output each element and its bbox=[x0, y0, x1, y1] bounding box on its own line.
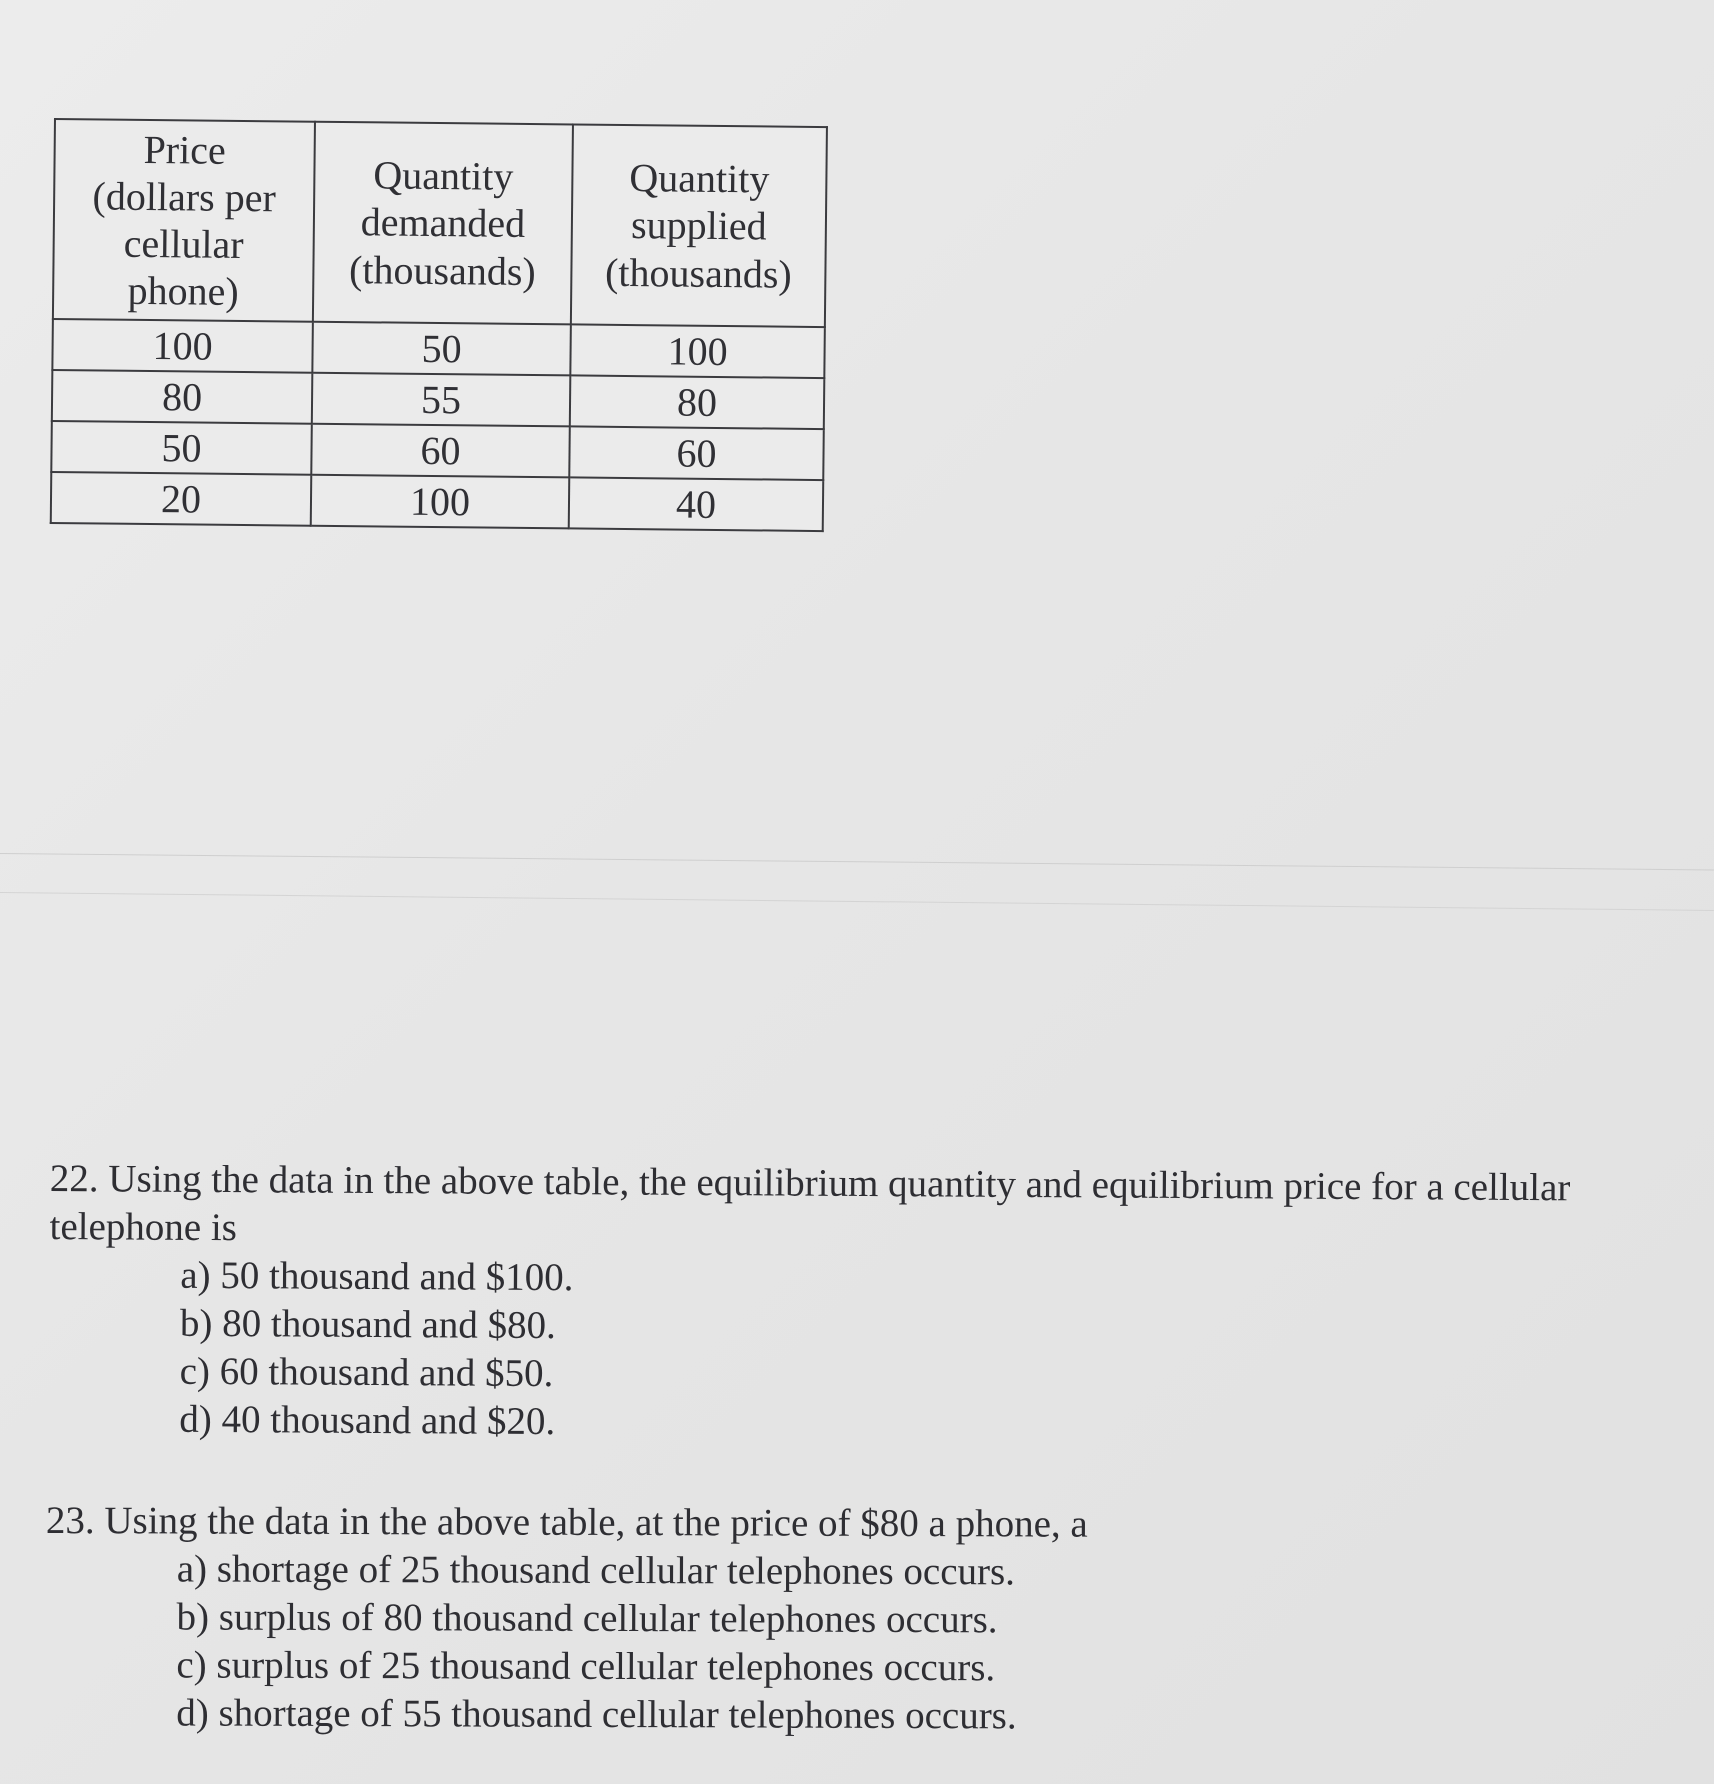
cell-quantity-supplied: 40 bbox=[569, 477, 824, 531]
header-quantity-demanded bbox=[313, 122, 573, 325]
header-qs-line: Quantity bbox=[629, 155, 770, 202]
cell-quantity-supplied: 100 bbox=[570, 324, 825, 378]
table-row bbox=[52, 319, 824, 378]
table-header-row bbox=[53, 119, 827, 327]
answer-option-b: b) surplus of 80 thousand cellular telephones occurs. bbox=[176, 1595, 998, 1642]
header-price-line: cellular bbox=[123, 220, 244, 267]
question-stem: 23. Using the data in the above table, at the price of $80 a phone, a bbox=[45, 1499, 1088, 1546]
cell-quantity-supplied: 80 bbox=[570, 375, 825, 429]
cell-quantity-supplied: 60 bbox=[569, 426, 824, 480]
answer-option-d: d) 40 thousand and $20. bbox=[179, 1397, 556, 1444]
page-divider bbox=[0, 892, 1714, 911]
header-price-line: Price bbox=[143, 126, 227, 173]
cell-quantity-demanded: 50 bbox=[312, 322, 571, 376]
page-divider bbox=[0, 853, 1714, 870]
header-qd-line: demanded bbox=[360, 199, 526, 247]
answer-option-a: a) shortage of 25 thousand cellular telephones occurs. bbox=[176, 1547, 1016, 1594]
cell-price: 80 bbox=[52, 370, 313, 424]
supply-demand-table bbox=[50, 118, 828, 532]
cell-quantity-demanded: 100 bbox=[311, 475, 570, 529]
cell-price: 20 bbox=[51, 472, 312, 526]
answer-option-b: b) 80 thousand and $80. bbox=[179, 1301, 556, 1348]
header-price bbox=[53, 119, 315, 322]
answer-options bbox=[45, 1545, 1646, 1743]
question-22 bbox=[48, 1155, 1690, 1453]
table-row bbox=[52, 370, 824, 429]
answer-option-d: d) shortage of 55 thousand cellular telephones occurs. bbox=[176, 1691, 1017, 1738]
header-qs-line: supplied bbox=[630, 202, 767, 249]
cell-quantity-demanded: 60 bbox=[311, 424, 570, 478]
answer-options bbox=[48, 1251, 1689, 1453]
answer-option-c: c) 60 thousand and $50. bbox=[179, 1349, 554, 1396]
answer-option-c: c) surplus of 25 thousand cellular telephones occurs. bbox=[176, 1643, 996, 1690]
header-qs-line: (thousands) bbox=[604, 249, 792, 297]
header-price-line: phone) bbox=[127, 267, 239, 315]
table-row bbox=[51, 472, 823, 531]
cell-price: 100 bbox=[52, 319, 313, 373]
header-quantity-supplied bbox=[571, 124, 827, 327]
header-price-line: (dollars per bbox=[92, 173, 277, 221]
header-qd-line: (thousands) bbox=[348, 246, 536, 294]
answer-option-a: a) 50 thousand and $100. bbox=[180, 1253, 574, 1300]
header-qd-line: Quantity bbox=[373, 152, 514, 200]
question-23 bbox=[45, 1497, 1646, 1743]
question-stem: 22. Using the data in the above table, the equilibrium quantity and equilibrium price for a cellular telephone is bbox=[49, 1157, 1571, 1250]
cell-quantity-demanded: 55 bbox=[312, 373, 571, 427]
cell-price: 50 bbox=[51, 421, 312, 475]
table-row bbox=[51, 421, 823, 480]
